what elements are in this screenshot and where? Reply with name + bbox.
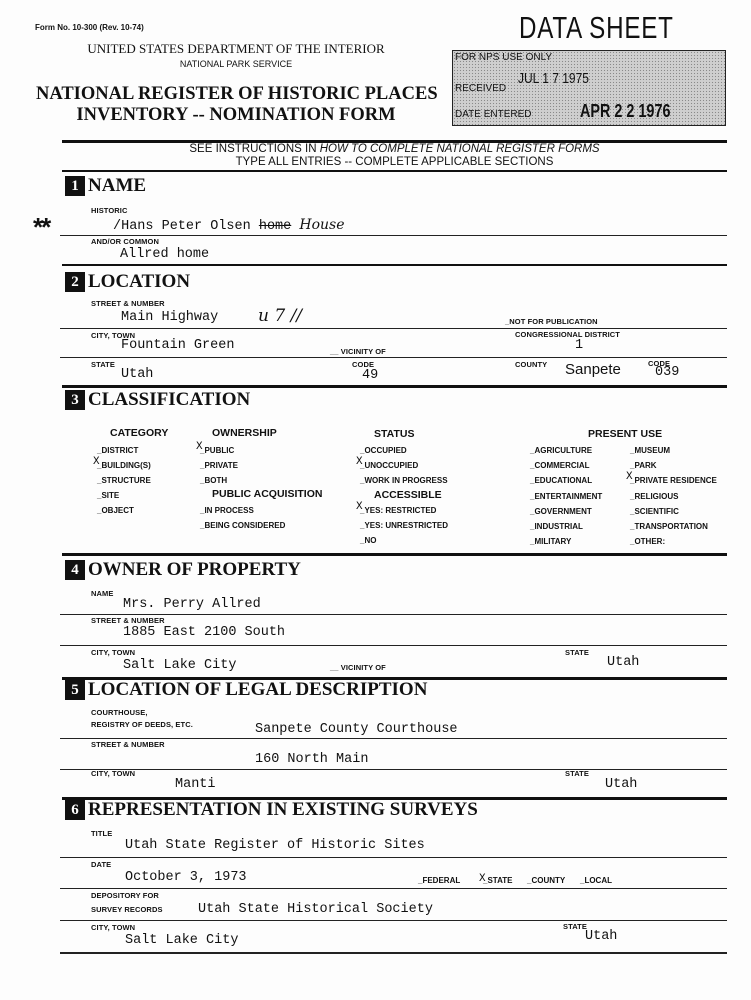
section-title: NAME [88, 175, 147, 196]
courthouse-value: Sanpete County Courthouse [255, 722, 458, 737]
checkbox-option[interactable] [97, 506, 134, 515]
checkbox-option[interactable] [630, 537, 665, 546]
courthouse-label: COURTHOUSE, [91, 708, 148, 717]
historic-label: HISTORIC [91, 206, 128, 215]
checkbox-option[interactable] [530, 461, 590, 470]
option-label: _WORK IN PROGRESS [360, 476, 448, 485]
survey-state-value: Utah [585, 929, 618, 944]
option-label: _STRUCTURE [97, 476, 151, 485]
option-label: _PUBLIC [200, 446, 235, 455]
checkbox-option[interactable] [356, 501, 437, 515]
section-number: 3 [65, 390, 85, 410]
check-mark: X [626, 471, 633, 484]
checkbox-option[interactable] [356, 456, 419, 470]
county-code-label: CODE [648, 359, 671, 368]
checkbox-option[interactable] [530, 446, 592, 455]
city-value: Fountain Green [121, 338, 235, 353]
date-entered-label: DATE ENTERED [455, 109, 532, 120]
option-label: _SCIENTIFIC [630, 506, 679, 516]
struck-word: home [258, 219, 292, 234]
legal-city-value: Manti [175, 777, 216, 792]
checkbox-option[interactable] [530, 507, 592, 516]
option-label: _NO [360, 536, 377, 545]
form-number: Form No. 10-300 (Rev. 10-74) [35, 23, 144, 32]
category-header: CATEGORY [110, 427, 169, 439]
checkbox-option[interactable] [626, 471, 717, 486]
field-line [60, 920, 727, 921]
checkbox-option[interactable] [97, 476, 151, 485]
field-line [60, 952, 727, 954]
section-title: LOCATION OF LEGAL DESCRIPTION [88, 679, 428, 700]
section-6-heading [65, 799, 478, 821]
status-header: STATUS [374, 428, 415, 440]
section-number: 2 [65, 272, 85, 292]
registry-label: REGISTRY OF DEEDS, ETC. [91, 720, 193, 729]
field-line [60, 769, 727, 770]
checkbox-option[interactable] [200, 476, 227, 485]
city-label: CITY, TOWN [91, 331, 136, 340]
state-code-value: 49 [362, 368, 379, 383]
field-line [60, 645, 727, 646]
data-sheet-stamp: DATA SHEET [519, 10, 674, 45]
owner-name-value: Mrs. Perry Allred [123, 597, 261, 612]
survey-city-label: CITY, TOWN [91, 923, 136, 932]
option-label: _RELIGIOUS [630, 491, 679, 501]
form-title-line2: INVENTORY -- NOMINATION FORM [76, 105, 396, 125]
field-line [60, 857, 727, 858]
divider [62, 385, 727, 388]
legal-state-label: STATE [565, 769, 589, 778]
section-title: OWNER OF PROPERTY [88, 559, 301, 580]
county-value: Sanpete [565, 361, 621, 378]
checkbox-option[interactable] [360, 521, 448, 530]
option-label: _PRIVATE RESIDENCE [630, 476, 717, 486]
owner-state-value: Utah [607, 655, 640, 670]
option-label: _DISTRICT [97, 446, 139, 455]
option-label: _OBJECT [97, 506, 134, 515]
section-title: CLASSIFICATION [88, 389, 251, 410]
legal-street-value: 160 North Main [255, 752, 369, 767]
survey-level-option[interactable] [479, 873, 513, 885]
checkbox-option[interactable] [530, 537, 571, 546]
option-label: _OTHER: [630, 537, 666, 547]
street-label: STREET & NUMBER [91, 299, 165, 308]
instructions-line1 [62, 143, 727, 155]
option-label: _EDUCATIONAL [530, 476, 593, 486]
divider [62, 553, 727, 556]
checkbox-option[interactable] [360, 476, 448, 485]
option-label: _AGRICULTURE [530, 446, 593, 455]
section-5-heading [65, 679, 427, 701]
checkbox-option[interactable] [360, 446, 407, 455]
congressional-district-value: 1 [575, 338, 584, 353]
option-label: _PARK [630, 461, 657, 471]
check-mark: X [93, 456, 100, 468]
option-label: _MUSEUM [630, 446, 671, 455]
legal-street-label: STREET & NUMBER [91, 740, 165, 749]
present-use-header: PRESENT USE [588, 428, 663, 440]
option-label: _ENTERTAINMENT [530, 491, 603, 501]
received-label: RECEIVED [455, 83, 507, 94]
checkbox-option[interactable] [196, 441, 235, 455]
option-label: _STATE [483, 876, 513, 885]
field-line [60, 328, 727, 329]
checkbox-option[interactable] [360, 536, 376, 545]
option-label: _FEDERAL [418, 876, 461, 885]
owner-state-label: STATE [565, 648, 589, 657]
county-label: COUNTY [515, 360, 548, 369]
date-entered-value: APR 2 2 1976 [580, 101, 671, 121]
instructions-reference: HOW TO COMPLETE NATIONAL REGISTER FORMS [319, 143, 600, 155]
depository-value: Utah State Historical Society [198, 902, 433, 917]
legal-state-value: Utah [605, 777, 638, 792]
common-name-label: AND/OR COMMON [91, 237, 159, 246]
common-name-value: Allred home [120, 247, 210, 262]
instructions-text: SEE INSTRUCTIONS IN [189, 143, 320, 155]
nps-heading: FOR NPS USE ONLY [455, 52, 553, 63]
state-code-label: CODE [352, 360, 375, 369]
option-label: _BEING CONSIDERED [200, 521, 286, 530]
check-mark: X [196, 441, 203, 453]
section-title: REPRESENTATION IN EXISTING SURVEYS [88, 799, 478, 820]
survey-level-option[interactable] [527, 876, 565, 885]
service-name: NATIONAL PARK SERVICE [179, 59, 293, 69]
handwritten-correction: House [299, 217, 345, 233]
department-name: UNITED STATES DEPARTMENT OF THE INTERIOR [87, 41, 385, 56]
form-title-line1: NATIONAL REGISTER OF HISTORIC PLACES [36, 84, 438, 104]
checkbox-option[interactable] [200, 506, 254, 515]
section-number: 5 [65, 680, 85, 700]
survey-level-option[interactable] [580, 876, 612, 885]
historic-name: /Hans Peter Olsen [113, 219, 251, 234]
field-line [60, 235, 727, 236]
field-line [60, 614, 727, 615]
section-4-heading [65, 559, 301, 581]
option-label: _COMMERCIAL [530, 461, 590, 471]
survey-date-label: DATE [91, 860, 112, 869]
state-value: Utah [121, 367, 154, 382]
field-line [60, 738, 727, 739]
street-value: Main Highway [121, 310, 219, 325]
survey-records-label: SURVEY RECORDS [91, 905, 163, 914]
field-line [60, 357, 727, 358]
option-label: _BOTH [200, 476, 228, 485]
option-label: _YES: RESTRICTED [360, 506, 437, 515]
check-mark: X [356, 456, 363, 468]
nps-use-only-box [452, 50, 726, 126]
checkbox-option[interactable] [630, 461, 657, 470]
not-for-publication: _NOT FOR PUBLICATION [505, 317, 598, 326]
divider [62, 170, 727, 172]
received-date: JUL 1 7 1975 [518, 70, 589, 87]
historic-name-value [113, 217, 344, 234]
checkbox-option[interactable] [530, 492, 602, 501]
asterisk-annotation: ** [33, 212, 50, 242]
owner-street-value: 1885 East 2100 South [123, 625, 286, 640]
congressional-district-label: CONGRESSIONAL DISTRICT [515, 330, 620, 339]
option-label: _OCCUPIED [360, 446, 407, 455]
survey-title-value: Utah State Register of Historic Sites [125, 838, 425, 853]
option-label: _COUNTY [527, 876, 566, 885]
checkbox-option[interactable] [530, 522, 583, 531]
option-label: _BUILDING(S) [97, 461, 151, 470]
option-label: _INDUSTRIAL [530, 522, 583, 531]
option-label: _YES: UNRESTRICTED [360, 521, 449, 530]
depository-label: DEPOSITORY FOR [91, 891, 159, 900]
ownership-header: OWNERSHIP [212, 427, 277, 439]
vicinity-label: __ VICINITY OF [330, 347, 386, 356]
instructions-line2: TYPE ALL ENTRIES -- COMPLETE APPLICABLE SECTIONS [235, 156, 554, 168]
checkbox-option[interactable] [630, 507, 679, 516]
checkbox-option[interactable] [530, 476, 592, 485]
checkbox-option[interactable] [97, 446, 138, 455]
owner-name-label: NAME [91, 589, 114, 598]
owner-city-label: CITY, TOWN [91, 648, 136, 657]
handwritten-note: u 7 // [258, 306, 303, 326]
section-number: 6 [65, 800, 85, 820]
section-2-heading [65, 271, 190, 293]
survey-state-label: STATE [563, 922, 587, 931]
survey-date-value: October 3, 1973 [125, 870, 247, 885]
state-label: STATE [91, 360, 115, 369]
survey-level-option[interactable] [418, 876, 460, 885]
option-label: _IN PROCESS [200, 506, 254, 515]
owner-vicinity-label: __ VICINITY OF [330, 663, 386, 672]
accessible-header: ACCESSIBLE [374, 489, 442, 501]
legal-city-label: CITY, TOWN [91, 769, 136, 778]
checkbox-option[interactable] [630, 492, 678, 501]
survey-city-value: Salt Lake City [125, 933, 239, 948]
section-3-heading [65, 389, 250, 411]
county-code-value: 039 [655, 365, 680, 380]
option-label: _GOVERNMENT [530, 506, 592, 516]
section-number: 1 [65, 176, 85, 196]
option-label: _SITE [97, 491, 120, 500]
survey-title-label: TITLE [91, 829, 113, 838]
checkbox-option[interactable] [97, 491, 119, 500]
section-title: LOCATION [88, 271, 191, 292]
checkbox-option[interactable] [200, 521, 285, 530]
option-label: _UNOCCUPIED [360, 461, 419, 470]
check-mark: X [479, 873, 486, 885]
public-acquisition-header: PUBLIC ACQUISITION [212, 488, 323, 500]
option-label: _MILITARY [530, 537, 572, 547]
section-1-heading [65, 175, 146, 197]
check-mark: X [356, 501, 363, 513]
checkbox-option[interactable] [630, 522, 708, 531]
field-line [60, 888, 727, 889]
option-label: _LOCAL [580, 876, 612, 885]
checkbox-option[interactable] [93, 456, 151, 470]
checkbox-option[interactable] [200, 461, 238, 470]
section-number: 4 [65, 560, 85, 580]
option-label: _TRANSPORTATION [630, 522, 708, 531]
divider [62, 264, 727, 266]
owner-street-label: STREET & NUMBER [91, 616, 165, 625]
option-label: _PRIVATE [200, 461, 238, 470]
checkbox-option[interactable] [630, 446, 670, 455]
owner-city-value: Salt Lake City [123, 658, 237, 673]
